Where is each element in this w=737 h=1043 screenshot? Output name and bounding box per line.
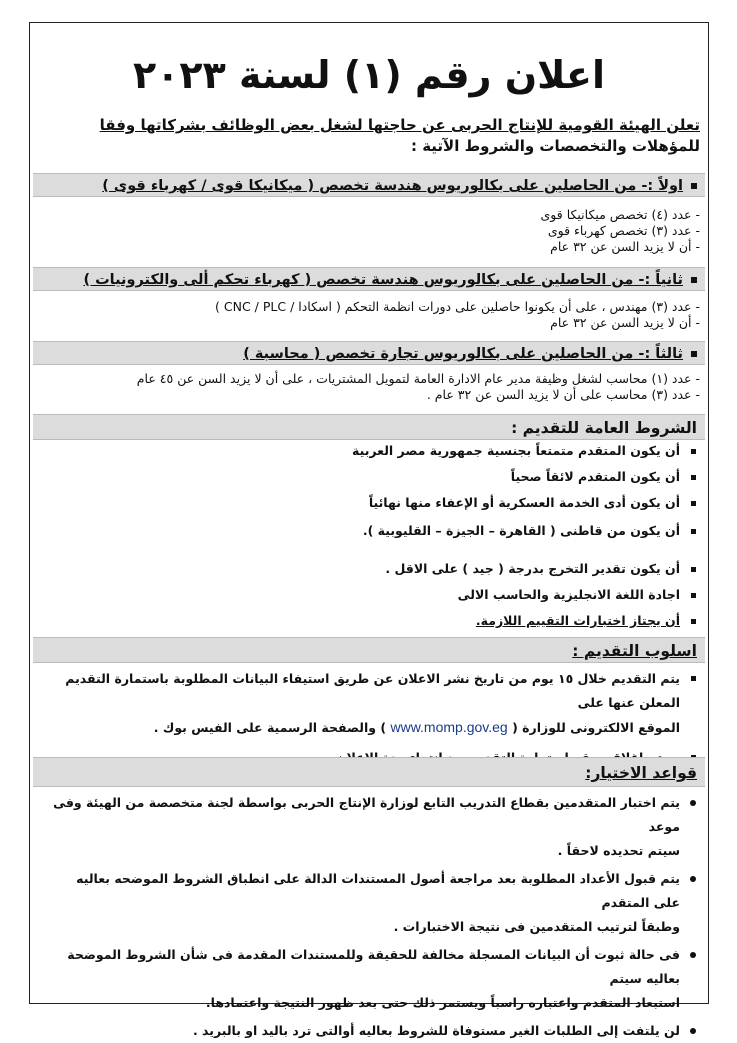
list-item: أن يكون تقدير التخرج بدرجة ( جيد ) على الاقل .: [40, 561, 680, 576]
section-2-items: [36, 299, 700, 331]
rule-3-line-1: فى حالة ثبوت أن البيانات المسجلة مخالفة للحقيقة وللمستندات المقدمة فى شأن الشروط الموضحة بعاليه سيتم: [67, 947, 680, 986]
square-bullet-icon: [691, 183, 697, 189]
list-item: [48, 943, 680, 1015]
section-1-items: [36, 207, 700, 255]
section-3-items: [36, 371, 700, 403]
method-title: اسلوب التقديم :: [572, 642, 697, 660]
square-bullet-icon: [691, 351, 697, 357]
rule-3-line-2: استبعاد المتقدم واعتباره راسباً ويستمر ذلك حتى بعد ظهور النتيجة واعتمادها.: [205, 995, 680, 1010]
list-item: - عدد (٣) تخصص كهرباء قوى: [36, 223, 700, 239]
list-item: - عدد (٤) تخصص ميكانيكا قوى: [36, 207, 700, 223]
general-conditions-title: الشروط العامة للتقديم :: [511, 419, 697, 437]
rule-2-line-1: يتم قبول الأعداد المطلوبة بعد مراجعة أصول المستندات الدالة على انطباق الشروط الموضحه بعاليه على المتقدم: [76, 871, 680, 910]
method-line-2-end: ) والصفحة الرسمية على الفيس بوك .: [153, 720, 387, 735]
section-1-heading: [33, 173, 705, 197]
list-item: - أن لا يزيد السن عن ٣٢ عام: [36, 239, 700, 255]
section-1-title: من الحاصلين على بكالوريوس هندسة تخصص ( ميكانيكا قوى / كهرباء قوى ): [102, 178, 637, 194]
list-item: - عدد (١) محاسب لشغل وظيفة مدير عام الادارة العامة لتمويل المشتريات ، على أن لا يزيد السن عن ٤٥ عام: [36, 371, 700, 387]
section-2-heading: [33, 267, 705, 291]
rule-1-line-1: يتم اختبار المتقدمين بقطاع التدريب التابع لوزارة الإنتاج الحربى بواسطة لجنة متخصصة من الهيئة وفى موعد: [53, 795, 680, 834]
method-line-2: [48, 715, 680, 740]
list-item: [48, 1019, 680, 1043]
method-line-2-start: الموقع الالكترونى للوزارة (: [512, 720, 680, 735]
method-item-1: [48, 667, 680, 740]
intro-paragraph: [36, 115, 700, 157]
list-item: أن يكون من قاطنى ( القاهرة – الجيزة – القليوبية ).: [40, 523, 680, 538]
section-3-heading: [33, 341, 705, 365]
website-link[interactable]: www.momp.gov.eg: [390, 719, 508, 735]
rule-4-line-1: لن يلتفت إلى الطلبات الغير مستوفاة للشروط بعاليه أوالتى ترد باليد او بالبريد .: [192, 1023, 680, 1038]
list-item: أن يكون أدى الخدمة العسكرية أو الإعفاء منها نهائياً: [40, 495, 680, 510]
rule-1-line-2: سيتم تحديده لاحقاً .: [557, 843, 680, 858]
list-item: - عدد (٣) مهندس ، على أن يكونوا حاصلين على دورات انظمة التحكم ( اسكادا / CNC / PLC ): [36, 299, 700, 315]
general-conditions-heading: [33, 414, 705, 440]
rules-list: [48, 791, 680, 1043]
method-paragraphs: [48, 667, 680, 770]
page-title: اعلان رقم (١) لسنة ٢٠٢٣: [133, 53, 605, 97]
list-item: - أن لا يزيد السن عن ٣٢ عام: [36, 315, 700, 331]
section-1-prefix: اولاً :-: [636, 178, 683, 194]
list-item: أن يكون المتقدم متمتعاً بجنسية جمهورية مصر العربية: [40, 443, 680, 458]
square-bullet-icon: [691, 277, 697, 283]
section-2-prefix: ثانياً :-: [633, 272, 683, 288]
list-item: [48, 867, 680, 939]
intro-line-2: للمؤهلات والتخصصات والشروط الآتية :: [410, 137, 700, 155]
method-heading: [33, 637, 705, 663]
list-item: أن يجتاز اختبارات التقييم اللازمة.: [40, 613, 680, 628]
list-item: أن يكون المتقدم لائقاً صحياً: [40, 469, 680, 484]
list-item: [48, 791, 680, 863]
list-item: - عدد (٣) محاسب على أن لا يزيد السن عن ٣٢ عام .: [36, 387, 700, 403]
announcement-page: [29, 22, 709, 1038]
rules-title: قواعد الاختيار:: [585, 764, 697, 782]
list-item: اجادة اللغة الانجليزية والحاسب الالى: [40, 587, 680, 602]
intro-line-1: تعلن الهيئة القومية للإنتاج الحربى عن حاجتها لشغل بعض الوظائف بشركاتها وفقا: [99, 116, 700, 134]
method-line-1: يتم التقديم خلال ١٥ يوم من تاريخ نشر الاعلان عن طريق استيفاء البيانات المطلوبة باستمارة التقديم المعلن عنها على: [65, 671, 680, 710]
section-2-title: من الحاصلين على بكالوريوس هندسة تخصص ( كهرباء تحكم ألى والكترونيات ): [83, 272, 634, 288]
rules-heading: [33, 757, 705, 787]
section-3-prefix: ثالثاً :-: [633, 346, 683, 362]
rule-2-line-2: وطبقاً لترتيب المتقدمين فى نتيجة الاختبارات .: [393, 919, 680, 934]
section-3-title: من الحاصلين على بكالوريوس تجارة تخصص ( محاسبة ): [243, 346, 634, 362]
